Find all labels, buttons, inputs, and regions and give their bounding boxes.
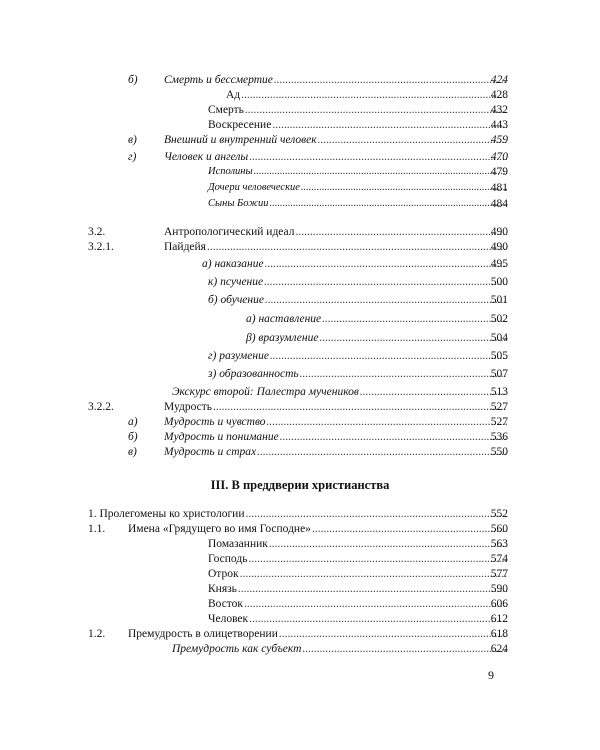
toc-page-number: 507 (490, 368, 508, 380)
toc-entry-label: Смерть и бессмертие (164, 74, 273, 86)
toc-page-number: 563 (490, 538, 508, 550)
toc-entry-label: Человек (208, 613, 249, 625)
toc-page-number: 501 (490, 294, 508, 306)
toc-page-number: 428 (490, 89, 508, 101)
leader-dots (244, 596, 507, 612)
leader-dots (319, 330, 507, 346)
toc-entry-label: 1. Пролегомены ко христологии (88, 508, 245, 520)
toc-page-number: 574 (490, 553, 508, 565)
leader-dots (280, 429, 507, 445)
toc-page-number: 432 (490, 104, 508, 116)
toc-entry-label: Премудрость как субъект (172, 643, 302, 655)
toc-entry-label: Мудрость и понимание (164, 431, 279, 443)
toc-page-number: 479 (490, 166, 508, 178)
leader-dots (318, 132, 507, 148)
toc-entry (164, 149, 508, 165)
leader-dots (248, 551, 507, 567)
toc-entry-label: Антропологический идеал (164, 226, 295, 238)
toc-page-number: 481 (490, 182, 508, 194)
toc-entry-label: Смерть (208, 104, 244, 116)
leader-dots (264, 274, 507, 290)
toc-entry-label: Мудрость и страх (164, 446, 257, 458)
toc-entry (172, 641, 508, 657)
toc-entry (208, 581, 508, 597)
section-number: 1.2. (88, 628, 106, 640)
section-number: 3.2.2. (88, 401, 114, 413)
leader-dots (272, 117, 507, 133)
toc-entry (164, 239, 508, 255)
toc-entry-label: Отрок (208, 568, 239, 580)
toc-page-number: 495 (490, 258, 508, 270)
toc-entry (164, 399, 508, 415)
leader-dots (207, 239, 507, 255)
toc-entry-label: Внешний и внутренний человек (164, 134, 317, 146)
leader-dots (265, 292, 507, 308)
toc-page-number: 490 (490, 226, 508, 238)
toc-entry-label: Человек и ангелы (164, 151, 249, 163)
toc-page-number: 590 (490, 583, 508, 595)
section-number: 3.2. (88, 226, 106, 238)
leader-dots (267, 414, 507, 430)
toc-page-number: 470 (490, 151, 508, 163)
leader-dots (300, 366, 507, 382)
leader-dots (270, 348, 507, 364)
toc-page-number: 606 (490, 598, 508, 610)
toc-marker: б) (128, 74, 138, 86)
toc-page-number: 560 (490, 523, 508, 535)
leader-dots (213, 399, 507, 415)
toc-page-number: 459 (490, 134, 508, 146)
leader-dots (269, 536, 507, 552)
toc-entry (208, 551, 508, 567)
toc-entry-label: Экскурс второй: Палестра мучеников (172, 386, 359, 398)
toc-entry-label: а) наказание (202, 258, 264, 270)
leader-dots (302, 641, 507, 657)
toc-entry-label: Пайдейя (164, 241, 206, 253)
toc-entry-label: Воскресение (208, 119, 272, 131)
toc-entry-label: Имена «Грядущего во имя Господне» (128, 523, 311, 535)
toc-entry (208, 611, 508, 627)
toc-entry (226, 87, 508, 103)
toc-entry-label: б) обучение (208, 294, 264, 306)
toc-page-number: 502 (490, 313, 508, 325)
toc-page-number: 550 (490, 446, 508, 458)
toc-entry-label: г) разумение (208, 350, 269, 362)
toc-entry (208, 274, 508, 290)
leader-dots (249, 611, 507, 627)
toc-page-number: 624 (490, 643, 508, 655)
toc-entry (208, 348, 508, 364)
section-number: 3.2.1. (88, 241, 114, 253)
section-number: 1.1. (88, 523, 106, 535)
toc-page-number: 527 (490, 401, 508, 413)
toc-page-number: 490 (490, 241, 508, 253)
leader-dots (241, 87, 507, 103)
toc-entry (208, 102, 508, 118)
toc-page-number: 527 (490, 416, 508, 428)
leader-dots (245, 102, 507, 118)
toc-entry (88, 506, 508, 522)
toc-marker: а) (128, 416, 138, 428)
toc-marker: в) (128, 134, 137, 146)
toc-entry (208, 117, 508, 133)
toc-entry (128, 626, 508, 642)
toc-entry-label: Мудрость (164, 401, 212, 413)
leader-dots (245, 506, 507, 522)
toc-entry (164, 444, 508, 460)
toc-entry (208, 366, 508, 382)
toc-entry (172, 384, 508, 400)
toc-page-number: 484 (490, 198, 508, 210)
leader-dots (301, 180, 507, 196)
toc-entry-label: Восток (208, 598, 244, 610)
leader-dots (360, 384, 507, 400)
leader-dots (238, 581, 507, 597)
leader-dots (265, 256, 507, 272)
toc-page-number: 552 (490, 508, 508, 520)
toc-page-number: 513 (490, 386, 508, 398)
toc-entry-label: Дочери человеческие (208, 182, 300, 193)
toc-entry-label: Сыны Божии (208, 198, 269, 209)
toc-entry-label: Ад (226, 89, 241, 101)
toc-entry-label: к) псучение (208, 276, 264, 288)
leader-dots (240, 566, 507, 582)
toc-page-number: 424 (490, 74, 508, 86)
leader-dots (322, 311, 507, 327)
leader-dots (274, 72, 507, 88)
toc-entry (208, 196, 508, 212)
section-heading: III. В преддверии христианства (210, 478, 390, 492)
toc-marker: в) (128, 446, 137, 458)
page-number: 9 (488, 668, 494, 682)
leader-dots (257, 444, 507, 460)
toc-entry (202, 256, 508, 272)
toc-entry-label: з) образованность (208, 368, 299, 380)
toc-entry (246, 330, 508, 346)
toc-entry (164, 224, 508, 240)
toc-page-number: 500 (490, 276, 508, 288)
toc-entry (208, 180, 508, 196)
toc-page-number: 505 (490, 350, 508, 362)
toc-entry (208, 536, 508, 552)
toc-page-number: 612 (490, 613, 508, 625)
toc-entry (164, 429, 508, 445)
toc-entry (164, 72, 508, 88)
leader-dots (249, 149, 507, 165)
toc-entry (208, 164, 508, 180)
toc-marker: б) (128, 431, 138, 443)
toc-entry-label: Помазанник (208, 538, 268, 550)
toc-entry-label: Господь (208, 553, 248, 565)
toc-entry (208, 596, 508, 612)
toc-page-number: 577 (490, 568, 508, 580)
toc-marker: г) (128, 151, 137, 163)
toc-entry (208, 292, 508, 308)
toc-entry-label: Исполины (208, 166, 253, 177)
leader-dots (295, 224, 507, 240)
toc-entry (208, 566, 508, 582)
toc-entry (128, 521, 508, 537)
toc-entry-label: а) наставление (246, 313, 322, 325)
toc-page-number: 443 (490, 119, 508, 131)
toc-entry-label: Премудрость в олицетворении (128, 628, 278, 640)
toc-page-number: 504 (490, 332, 508, 344)
toc-entry-label: β) вразумление (246, 332, 319, 344)
toc-page-number: 618 (490, 628, 508, 640)
toc-entry (164, 132, 508, 148)
leader-dots (270, 196, 507, 212)
toc-entry (164, 414, 508, 430)
toc-page-number: 536 (490, 431, 508, 443)
toc-entry (246, 311, 508, 327)
leader-dots (312, 521, 507, 537)
leader-dots (279, 626, 507, 642)
toc-entry-label: Мудрость и чувство (164, 416, 266, 428)
leader-dots (254, 164, 507, 180)
toc-entry-label: Князь (208, 583, 237, 595)
